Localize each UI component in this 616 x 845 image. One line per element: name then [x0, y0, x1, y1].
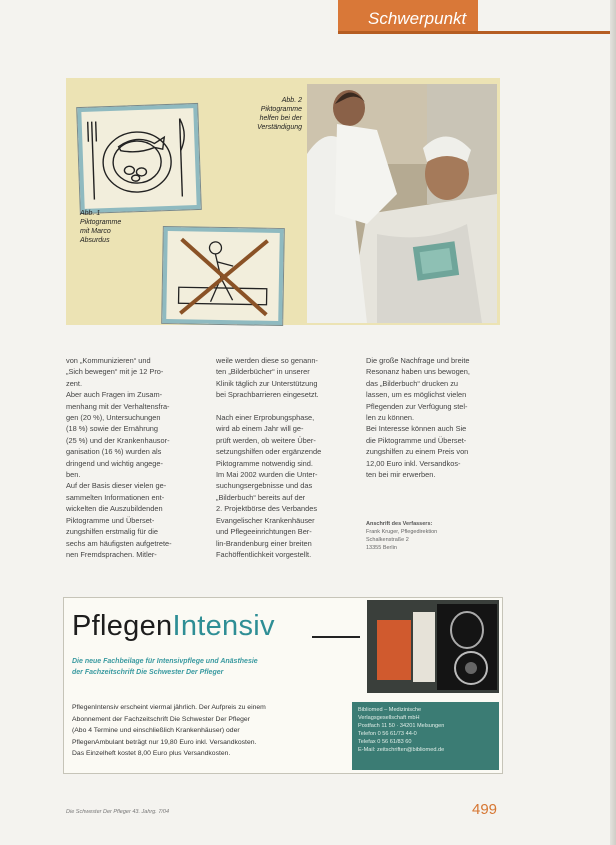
ad-tagline: [72, 656, 362, 678]
ad-tagline-line: der Fachzeitschrift Die Schwester Der Pfleger: [72, 669, 224, 676]
author-line: Schalkenstraße 2: [366, 537, 409, 543]
ad-body-line: PflegenAmbulant beträgt nur 19,80 Euro inkl. Versandkosten.: [72, 738, 257, 746]
ad-contact-line: Postfach 11 50 · 34201 Melsungen: [358, 723, 445, 729]
footer-journal: Die Schwester Der Pfleger 43. Jahrg. 7/04: [66, 809, 170, 815]
article-column-1: von „Kommunizieren“ und „Sich bewegen“ mit je 12 Pro- zent. Aber auch Fragen im Zusam- menhang mit der Verhaltensfra- gen (20 %), Untersuchungen (18 %) sowie der Ernährung (25 %) und der Krankenhausor- ganisation (16 %) wurden als dringend und wichtig angege- ben. Auf der Basis dieser vielen ge- sammelten Informationen ent- wickelten die Auszubildenden Piktogramme und Überset- zungshilfen erstmalig für die sechs am häufigsten aufgetrete- nen Fremdsprachen. Mitler-: [66, 356, 172, 559]
ad-body-line: PflegenIntensiv erscheint viermal jährlich. Der Aufpreis zu einem: [72, 704, 266, 711]
ad-tagline-line: Die neue Fachbeilage für Intensivpflege und Anästhesie: [72, 658, 258, 665]
article-figure: [66, 78, 500, 325]
article-column-2: weile werden diese so genann- ten „Bilderbücher“ in unserer Klinik täglich zur Unterstützung bei Sprachbarrieren eingesetzt. Nach einer Erprobungsphase, wird ab einem Jahr will ge- prüft werden, ob weitere Über- setzungshilfen oder ergänzende Piktogramme notwendig sind. Im Mai 2002 wurden die Unter- suchungsergebnisse und das „Bilderbuch“ bereits auf der 2. Projektbörse des Verbandes Evangelischer Krankenhäuser und Pflegeeinrichtungen Ber- lin-Brandenburg einer breiten Fachöffentlichkeit vorgestellt.: [216, 356, 322, 559]
ad-contact-line: Bibliomed – Medizinische: [358, 707, 422, 713]
figure-caption-2: Abb. 2 Piktogramme helfen bei der Verständigung: [257, 97, 302, 131]
section-header: Schwerpunkt: [338, 0, 478, 34]
ad-title-accent: Intensiv: [172, 610, 275, 642]
ad-photo: [367, 600, 499, 693]
author-line: Frank Kruger, Pflegedirektion: [366, 529, 438, 535]
pictogram-eating-icon: [76, 103, 202, 214]
article-column-3: Die große Nachfrage und breite Resonanz haben uns bewogen, das „Bilderbuch“ drucken zu lassen, um es möglichst vielen Pflegenden zur Verfügung stel- len zu können. Bei Interesse können auch Sie die Piktogramme und Überset- zungshilfen zu einem Preis von 12,00 Euro inkl. Versandkos- ten bei mir erwerben.: [366, 356, 470, 480]
author-address-title: Anschrift des Verfassers:: [366, 521, 433, 527]
ad-body-line: Abonnement der Fachzeitschrift Die Schwester Der Pfleger: [72, 715, 250, 723]
advertisement: [63, 597, 503, 774]
ad-contact-line: Verlagsgesellschaft mbH: [358, 715, 420, 721]
pictogram-no-walking-icon: [161, 226, 285, 326]
page-edge: [610, 0, 616, 845]
ad-body-line: (Abo 4 Termine und einschließlich Krankenhäuser) oder: [72, 727, 240, 734]
figure-caption-1: Abb. 1 Piktogramme mit Marco Absurdus: [80, 210, 122, 244]
author-address: [366, 520, 506, 552]
patient-photo: [307, 84, 497, 323]
ad-body-line: Das Einzelheft kostet 8,00 Euro plus Versandkosten.: [72, 750, 231, 757]
ad-title-dark: Pflegen: [72, 610, 173, 642]
ad-title: [72, 610, 275, 643]
ad-contact-line: E-Mail: zeitschriften@bibliomed.de: [358, 747, 445, 753]
ad-contact-line: Telefax 0 56 61/83 60: [358, 739, 412, 745]
ad-contact-box: [352, 702, 499, 770]
ad-contact-line: Telefon 0 56 61/73 44-0: [358, 731, 417, 737]
ad-body: [72, 702, 362, 760]
author-line: 13355 Berlin: [366, 545, 397, 551]
header-rule: [478, 31, 610, 34]
ad-title-rule: [312, 636, 360, 638]
page-number: 499: [472, 801, 498, 818]
